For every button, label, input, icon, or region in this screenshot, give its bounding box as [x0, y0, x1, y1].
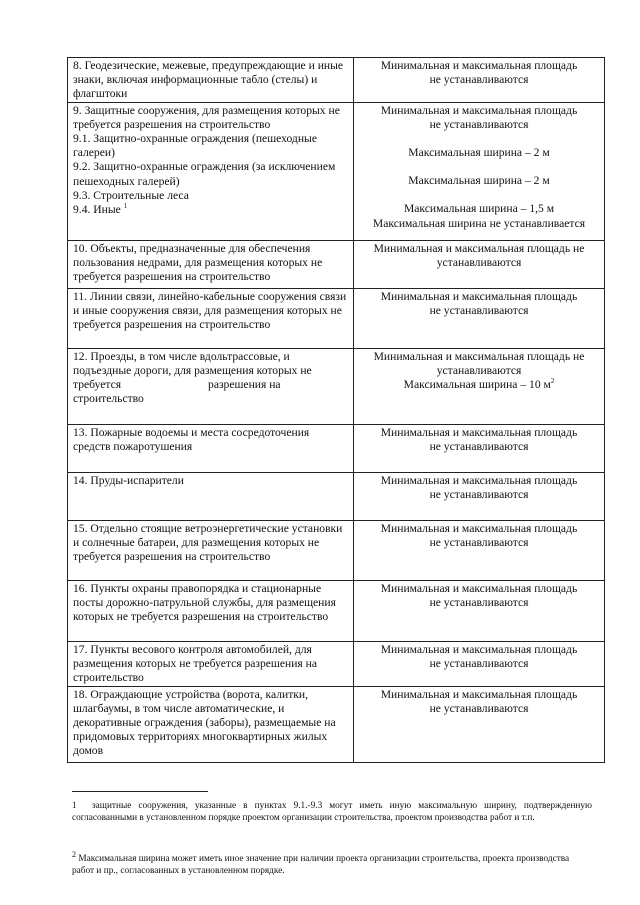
footnote-mark: 1 — [72, 800, 77, 810]
footnote-separator — [72, 791, 208, 792]
object-text — [73, 203, 349, 217]
object-text: 16. Пункты охраны правопорядка и стационарные посты дорожно-патрульной службы, для размещения которых не требуется разрешения на строительство — [73, 581, 336, 624]
parameter-cell — [354, 472, 605, 520]
parameter-text: Максимальная ширина – 1,5 м — [403, 202, 555, 216]
object-text: 12. Проезды, в том числе вдольтрассовые, и подъездные дороги, для размещения которых не требуется разрешения на строительство — [73, 349, 315, 406]
object-cell — [68, 580, 354, 641]
parameter-cell — [354, 641, 605, 686]
parameter-text: не устанавливаются — [429, 439, 529, 453]
parameter-text: не устанавливаются — [429, 487, 529, 501]
object-text: 15. Отдельно стоящие ветроэнергетические установки и солнечные батареи, для размещения которых не требуется разрешения на строительство — [73, 521, 343, 564]
parameter-text: Максимальная ширина – 2 м — [408, 174, 550, 188]
object-cell — [68, 424, 354, 472]
parameter-text: устанавливаются — [436, 363, 522, 377]
object-text: 9. Защитные сооружения, для размещения которых не требуется разрешения на строительство — [73, 103, 340, 131]
object-cell — [68, 520, 354, 580]
parameter-cell — [354, 348, 605, 424]
parameter-text: Минимальная и максимальная площадь не — [373, 241, 585, 255]
object-cell — [68, 472, 354, 520]
table-row — [68, 520, 605, 580]
parameter-text: Минимальная и максимальная площадь — [380, 581, 578, 595]
parameter-text: не устанавливаются — [429, 535, 529, 549]
table-row — [68, 348, 605, 424]
object-text: 13. Пожарные водоемы и места сосредоточения средств пожаротушения — [73, 425, 310, 453]
parameter-text: Минимальная и максимальная площадь — [380, 103, 578, 117]
parameter-text: Минимальная и максимальная площадь — [380, 642, 578, 656]
object-text-main: 9.4. Иные — [73, 203, 124, 217]
object-text: 8. Геодезические, межевые, предупреждающие и иные знаки, включая информационные табло (стелы) и флагштоки — [73, 59, 344, 101]
parameter-text: Максимальная ширина – 2 м — [408, 146, 550, 160]
parameter-text: Минимальная и максимальная площадь — [380, 687, 578, 701]
footnote-ref: 1 — [123, 202, 128, 211]
object-text: 11. Линии связи, линейно-кабельные сооружения связи и иные сооружения связи, для размещения которых не требуется разрешения на строительство — [73, 289, 347, 332]
object-text: 9.2. Защитно-охранные ограждения (за исключением пешеходных галерей) — [73, 160, 336, 188]
parameter-cell — [354, 424, 605, 472]
table-row — [68, 424, 605, 472]
table-row — [68, 240, 605, 288]
table-row — [68, 102, 605, 240]
object-text: 9.3. Строительные леса — [73, 188, 189, 202]
table-row — [68, 686, 605, 762]
parameter-text: не устанавливаются — [429, 73, 529, 87]
object-cell — [68, 641, 354, 686]
table-row — [68, 580, 605, 641]
object-cell — [68, 240, 354, 288]
object-cell — [68, 58, 354, 103]
table-row — [68, 288, 605, 348]
regulations-table — [67, 57, 605, 763]
footnote-ref: 2 — [550, 377, 555, 386]
parameter-text: не устанавливаются — [429, 117, 529, 131]
parameter-text: устанавливаются — [436, 255, 522, 269]
footnote-body — [72, 799, 592, 825]
object-text: 14. Пруды-испарители — [73, 473, 184, 487]
parameter-cell — [354, 102, 605, 240]
parameter-text: не устанавливаются — [429, 303, 529, 317]
object-cell — [68, 288, 354, 348]
footnote-body — [72, 849, 592, 878]
object-text: 18. Ограждающие устройства (ворота, калитки, шлагбаумы, в том числе автоматические, и декоративные ограждения (заборы), размещаемые на придомовых территориях многоквартирных жилых домов — [73, 687, 336, 758]
parameter-text: не устанавливаются — [429, 656, 529, 670]
parameter-text-main: Максимальная ширина – 10 м — [403, 378, 551, 392]
parameter-cell — [354, 686, 605, 762]
object-cell — [68, 102, 354, 240]
parameter-cell — [354, 580, 605, 641]
object-text: 17. Пункты весового контроля автомобилей, для размещения которых не требуется разрешения на строительство — [73, 642, 317, 685]
parameter-text: Максимальная ширина не устанавливается — [372, 216, 586, 230]
footnote-mark: 2 — [72, 849, 76, 859]
parameter-text: не устанавливаются — [429, 595, 529, 609]
parameter-cell — [354, 58, 605, 103]
parameter-text: Минимальная и максимальная площадь — [380, 425, 578, 439]
parameter-text: не устанавливаются — [429, 701, 529, 715]
parameter-cell — [354, 288, 605, 348]
parameter-text — [356, 378, 602, 392]
object-cell — [68, 686, 354, 762]
parameter-text: Минимальная и максимальная площадь — [380, 473, 578, 487]
object-cell — [68, 348, 354, 424]
parameter-cell — [354, 520, 605, 580]
footnote — [72, 799, 592, 825]
table-row — [68, 641, 605, 686]
footnote-text: Максимальная ширина может иметь иное значение при наличии проекта организации строительства, проекта производства работ и пр., согласованных в установленном порядке. — [72, 854, 570, 877]
parameter-text: Минимальная и максимальная площадь — [380, 59, 578, 72]
parameter-text: Минимальная и максимальная площадь — [380, 289, 578, 303]
parameter-text: Минимальная и максимальная площадь не — [373, 349, 585, 363]
table-row — [68, 58, 605, 103]
object-text: 9.1. Защитно-охранные ограждения (пешеходные галереи) — [73, 132, 317, 160]
footnote — [72, 849, 592, 878]
parameter-cell — [354, 240, 605, 288]
table-row — [68, 472, 605, 520]
parameter-text: Минимальная и максимальная площадь — [380, 521, 578, 535]
footnote-text: защитные сооружения, указанные в пунктах 9.1.-9.3 могут иметь иную максимальную ширину, подтвержденную согласованными в установленном порядке проектом организации строительства, проектом производства работ и т.п. — [72, 801, 592, 824]
object-text: 10. Объекты, предназначенные для обеспечения пользования недрами, для размещения которых не требуется разрешения на строительство — [73, 241, 323, 284]
